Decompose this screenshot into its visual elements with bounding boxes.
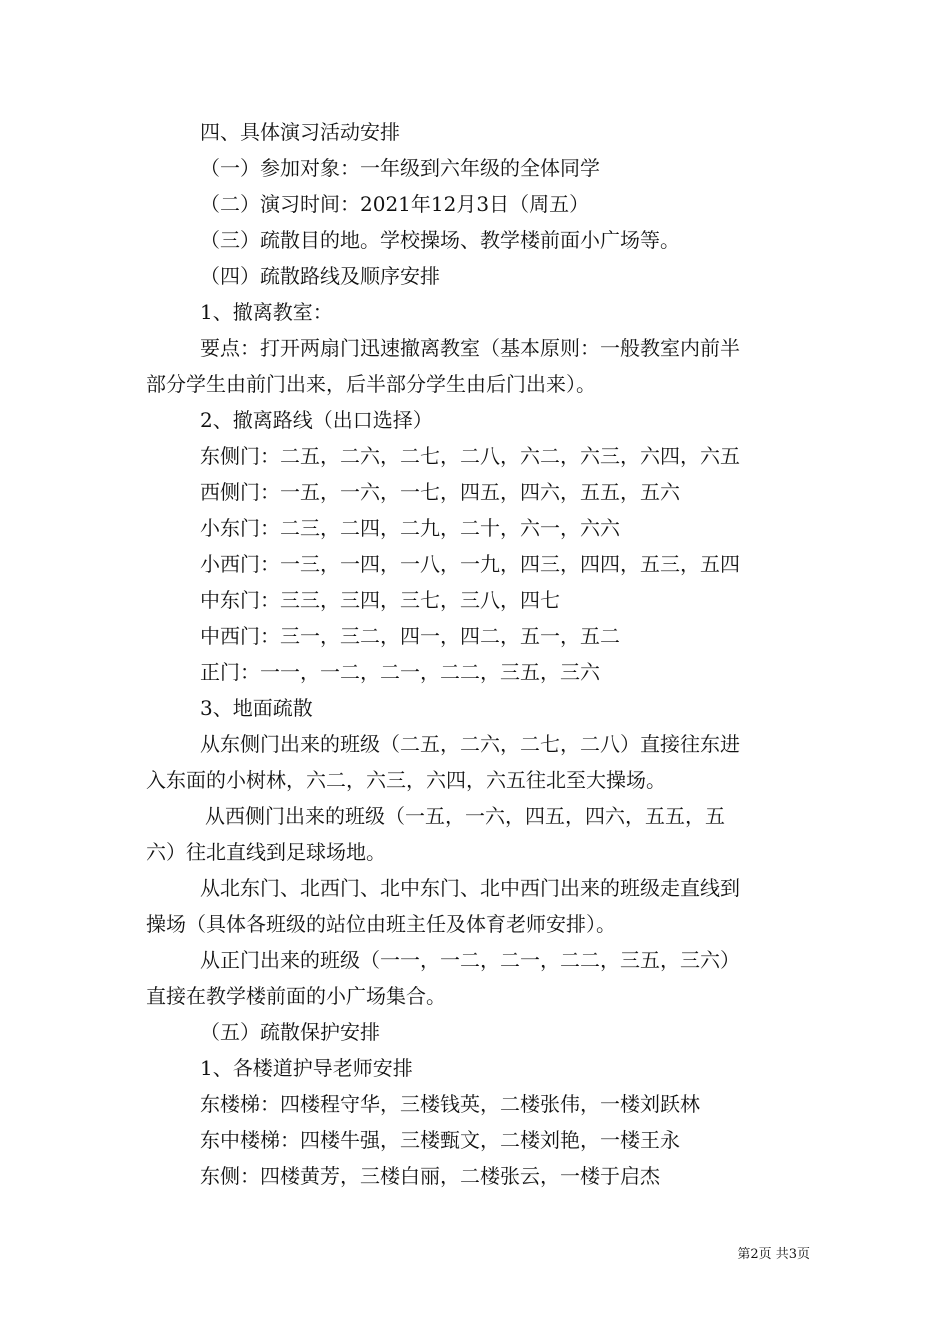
- subheading-routes-order: （四）疏散路线及顺序安排: [200, 264, 440, 288]
- section-heading-4: 四、具体演习活动安排: [200, 120, 400, 144]
- paragraph-west-exit-line2: 六）往北直线到足球场地。: [146, 840, 386, 864]
- paragraph-key-points-line1: 要点：打开两扇门迅速撤离教室（基本原则：一般教室内前半: [200, 336, 740, 360]
- exit-middle-west: 中西门：三一，三二，四一，四二，五一，五二: [200, 624, 620, 648]
- subheading-protection: （五）疏散保护安排: [200, 1020, 380, 1044]
- paragraph-destination: （三）疏散目的地。学校操场、教学楼前面小广场等。: [200, 228, 680, 252]
- exit-east-side: 东侧门：二五，二六，二七，二八，六二，六三，六四，六五: [200, 444, 740, 468]
- paragraph-main-gate-line2: 直接在教学楼前面的小广场集合。: [146, 984, 446, 1008]
- exit-middle-east: 中东门：三三，三四，三七，三八，四七: [200, 588, 560, 612]
- exit-small-west: 小西门：一三，一四，一八，一九，四三，四四，五三，五四: [200, 552, 740, 576]
- exit-main-gate: 正门：一一，一二，二一，二二，三五，三六: [200, 660, 600, 684]
- paragraph-drill-time: （二）演习时间：2021年12月3日（周五）: [200, 192, 590, 216]
- paragraph-main-gate-line1: 从正门出来的班级（一一，一二，二一，二二，三五，三六）: [200, 948, 740, 972]
- paragraph-north-exits-line2: 操场（具体各班级的站位由班主任及体育老师安排）。: [146, 912, 616, 936]
- stairway-east-side: 东侧：四楼黄芳，三楼白丽，二楼张云，一楼于启杰: [200, 1164, 660, 1188]
- item-stairway-teachers: 1、各楼道护导老师安排: [200, 1056, 413, 1080]
- page-number-footer: 第2页 共3页: [737, 1247, 810, 1262]
- item-evacuate-classroom: 1、撤离教室：: [200, 300, 333, 324]
- stairway-east: 东楼梯：四楼程守华，三楼钱英，二楼张伟，一楼刘跃林: [200, 1092, 700, 1116]
- exit-small-east: 小东门：二三，二四，二九，二十，六一，六六: [200, 516, 620, 540]
- stairway-east-middle: 东中楼梯：四楼牛强，三楼甄文，二楼刘艳，一楼王永: [200, 1128, 680, 1152]
- paragraph-key-points-line2: 部分学生由前门出来，后半部分学生由后门出来）。: [146, 372, 596, 396]
- paragraph-east-exit-line1: 从东侧门出来的班级（二五，二六，二七，二八）直接往东进: [200, 732, 740, 756]
- paragraph-participants: （一）参加对象：一年级到六年级的全体同学: [200, 156, 600, 180]
- paragraph-north-exits-line1: 从北东门、北西门、北中东门、北中西门出来的班级走直线到: [200, 876, 740, 900]
- item-ground-evacuation: 3、地面疏散: [200, 696, 313, 720]
- item-evacuation-routes: 2、撤离路线（出口选择）: [200, 408, 433, 432]
- exit-west-side: 西侧门：一五，一六，一七，四五，四六，五五，五六: [200, 480, 680, 504]
- paragraph-west-exit-line1: 从西侧门出来的班级（一五，一六，四五，四六，五五，五: [205, 804, 725, 828]
- paragraph-east-exit-line2: 入东面的小树林，六二，六三，六四，六五往北至大操场。: [146, 768, 666, 792]
